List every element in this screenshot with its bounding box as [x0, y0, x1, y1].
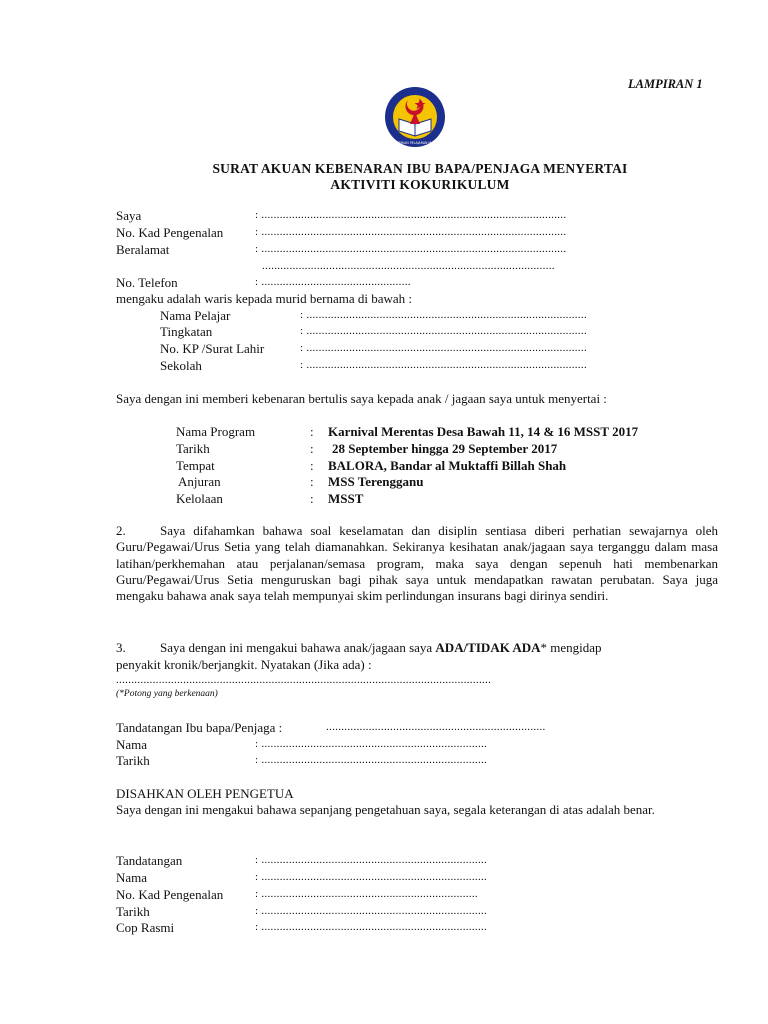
saya-field[interactable]: : .................................................................................................... [255, 209, 567, 221]
paragraph-3-line-2: penyakit kronik/berjangkit. Nyatakan (Jika ada) : [116, 657, 372, 672]
program-tempat-colon: : [310, 458, 314, 473]
logo-text: KEMENTERIAN PELAJARAN MALAYSIA [385, 141, 445, 145]
program-name-label: Nama Program [176, 424, 256, 439]
program-kelolaan-colon: : [310, 491, 314, 506]
nama-pelajar-label: Nama Pelajar [160, 308, 231, 323]
kp-label: No. KP /Surat Lahir [160, 341, 265, 356]
principal-nama-field[interactable]: : .......................................................................... [255, 871, 488, 883]
principal-nama-label: Nama [116, 870, 148, 885]
parent-nama-field[interactable]: : .......................................................................... [255, 738, 488, 750]
principal-tarikh-field[interactable]: : .......................................................................... [255, 905, 488, 917]
telefon-field[interactable]: : ................................................. [255, 276, 411, 288]
program-tarikh-value: 28 September hingga 29 September 2017 [332, 441, 558, 456]
program-name-value: Karnival Merentas Desa Bawah 11, 14 & 16 MSST 2017 [328, 424, 639, 439]
parent-signature-field[interactable]: ........................................................................ [326, 721, 546, 733]
nama-pelajar-field[interactable]: : ............................................................................................ [300, 309, 588, 321]
tingkatan-field[interactable]: : ............................................................................................ [300, 325, 588, 337]
principal-ic-label: No. Kad Pengenalan [116, 887, 224, 902]
program-tarikh-colon: : [310, 441, 314, 456]
paragraph-2-text: Saya difahamkan bahawa soal keselamatan dan disiplin sentiasa diberi perhatian sewajarnya oleh Guru/Pegawai/Urus Setia yang telah diamanahkan. Sekiranya kesihatan anak/jagaan saya terganggu dalam masa latihan/perkhemahan atau perjalanan/semasa program, maka saya dengan sepenuh hati membenarkan Guru/Pegawai/Urus Setia menguruskan bagi pihak saya untuk mendapatkan rawatan perubatan. Saya juga mengaku bahawa anak saya telah mempunyai skim perlindungan insurans bagi dirinya sendiri. [116, 523, 718, 604]
sekolah-label: Sekolah [160, 358, 202, 373]
saya-label: Saya [116, 208, 142, 223]
program-tarikh-label: Tarikh [176, 441, 210, 456]
program-tempat-value: BALORA, Bandar al Muktaffi Billah Shah [328, 458, 567, 473]
parent-nama-label: Nama [116, 737, 148, 752]
paragraph-3-number: 3. [116, 640, 126, 655]
cop-rasmi-label: Cop Rasmi [116, 920, 175, 935]
ic-field[interactable]: : .................................................................................................... [255, 226, 567, 238]
kp-field[interactable]: : ............................................................................................ [300, 342, 588, 354]
program-anjuran-value: MSS Terengganu [328, 474, 424, 489]
program-kelolaan-value: MSST [328, 491, 364, 506]
document-title-line-2: AKTIVITI KOKURIKULUM [330, 177, 510, 192]
program-name-colon: : [310, 424, 314, 439]
cop-rasmi-field[interactable]: : .......................................................................... [255, 921, 488, 933]
parent-tarikh-field[interactable]: : .......................................................................... [255, 754, 488, 766]
paragraph-3-line-1 [160, 640, 602, 656]
potong-note: (*Potong yang berkenaan) [116, 689, 218, 699]
principal-statement: Saya dengan ini mengakui bahawa sepanjang pengetahuan saya, segala keterangan di atas adalah benar. [116, 802, 655, 817]
principal-tarikh-label: Tarikh [116, 904, 150, 919]
parent-signature-label: Tandatangan Ibu bapa/Penjaga : [116, 720, 283, 735]
principal-signature-field[interactable]: : .......................................................................... [255, 854, 488, 866]
alamat-label: Beralamat [116, 242, 170, 257]
sekolah-field[interactable]: : ............................................................................................ [300, 359, 588, 371]
paragraph-2-number: 2. [116, 523, 126, 538]
ic-label: No. Kad Pengenalan [116, 225, 224, 240]
kpm-crest-icon [384, 86, 446, 148]
alamat-field[interactable]: : .................................................................................................... [255, 243, 567, 255]
principal-heading: DISAHKAN OLEH PENGETUA [116, 786, 294, 801]
program-anjuran-colon: : [310, 474, 314, 489]
telefon-label: No. Telefon [116, 275, 178, 290]
principal-ic-field[interactable]: : ....................................................................... [255, 888, 478, 900]
document-title-line-1: SURAT AKUAN KEBENARAN IBU BAPA/PENJAGA MENYERTAI [212, 161, 628, 176]
program-anjuran-label: Anjuran [178, 474, 221, 489]
lampiran-label: LAMPIRAN 1 [628, 77, 703, 91]
principal-signature-label: Tandatangan [116, 853, 183, 868]
waris-text: mengaku adalah waris kepada murid bernama di bawah : [116, 291, 412, 306]
ada-tidak-ada-option[interactable]: ADA/TIDAK ADA [435, 640, 541, 655]
paragraph-3-text-a: Saya dengan ini mengakui bahawa anak/jagaan saya [160, 640, 433, 655]
alamat-field-cont[interactable]: ................................................................................................ [262, 260, 555, 272]
consent-intro: Saya dengan ini memberi kebenaran bertulis saya kepada anak / jagaan saya untuk menyertai : [116, 391, 607, 406]
penyakit-field[interactable]: ........................................................................................................................... [116, 674, 492, 686]
paragraph-2 [116, 523, 718, 604]
tingkatan-label: Tingkatan [160, 324, 213, 339]
program-tempat-label: Tempat [176, 458, 215, 473]
paragraph-3-text-b: * mengidap [540, 640, 602, 655]
parent-tarikh-label: Tarikh [116, 753, 150, 768]
program-kelolaan-label: Kelolaan [176, 491, 223, 506]
